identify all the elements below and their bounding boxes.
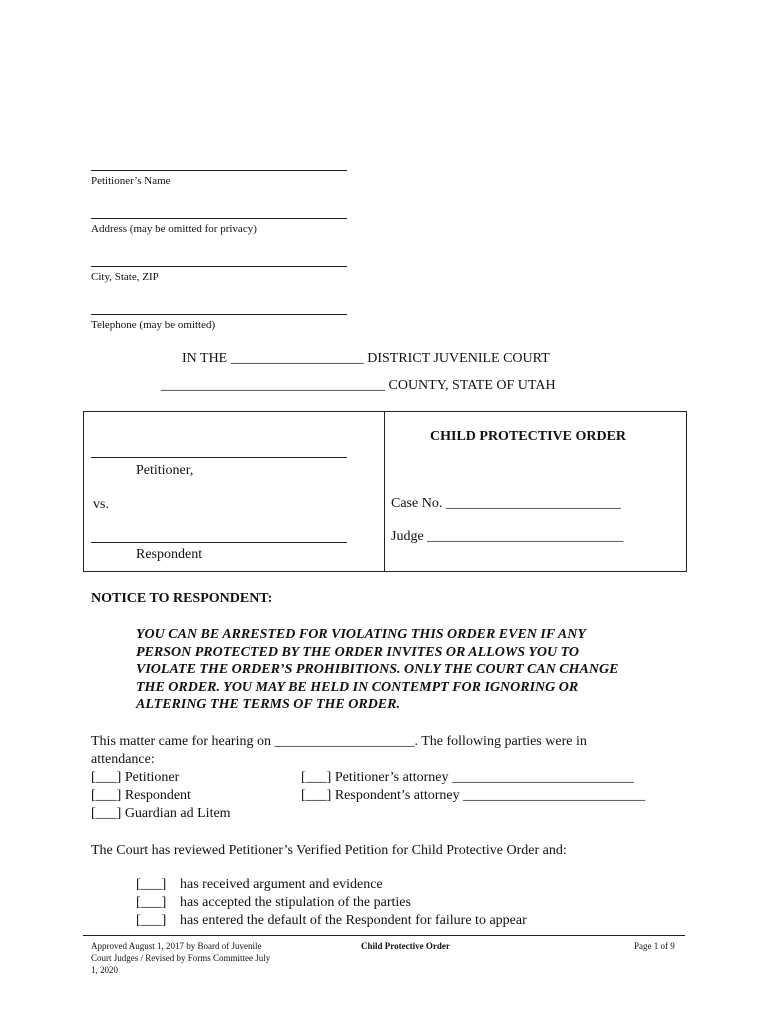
footer-approval-line: Approved August 1, 2017 by Board of Juvenile	[91, 941, 262, 951]
case-number-field[interactable]: Case No. _________________________	[391, 496, 621, 511]
notice-line: ALTERING THE TERMS OF THE ORDER.	[136, 697, 400, 712]
footer-approval-line: Court Judges / Revised by Forms Committee July	[91, 953, 271, 963]
review-item-text: has received argument and evidence	[180, 877, 383, 892]
caption-divider	[384, 411, 385, 571]
petitioner-name-label: Petitioner’s Name	[91, 175, 171, 187]
review-checkbox[interactable]: [___]	[136, 895, 167, 910]
footer-page-number: Page 1 of 9	[634, 941, 675, 951]
city-state-zip-label: City, State, ZIP	[91, 271, 159, 283]
court-line-1	[182, 351, 550, 367]
review-checkbox[interactable]: [___]	[136, 877, 167, 892]
footer-title: Child Protective Order	[361, 941, 450, 951]
order-title: CHILD PROTECTIVE ORDER	[430, 429, 627, 444]
hearing-line-2: attendance:	[91, 752, 155, 767]
notice-line: THE ORDER. YOU MAY BE HELD IN CONTEMPT FOR IGNORING OR	[136, 679, 579, 695]
city-state-zip-line[interactable]	[91, 266, 347, 267]
review-checkbox[interactable]: [___]	[136, 913, 167, 928]
review-item	[136, 912, 527, 930]
judge-field[interactable]: Judge ____________________________	[391, 529, 624, 544]
attendance-respondent[interactable]: [___] Respondent	[91, 788, 191, 803]
notice-line: YOU CAN BE ARRESTED FOR VIOLATING THIS ORDER EVEN IF ANY	[136, 627, 586, 642]
telephone-line[interactable]	[91, 314, 347, 315]
review-item-text: has accepted the stipulation of the parties	[180, 895, 411, 910]
attendance-petitioner-attorney[interactable]: [___] Petitioner’s attorney __________________________	[301, 770, 634, 785]
review-item	[136, 894, 411, 912]
petitioner-name-line[interactable]	[91, 170, 347, 171]
footer-approval-line: 1, 2020	[91, 965, 118, 975]
respondent-name-field[interactable]	[91, 542, 347, 543]
court-county-suffix: COUNTY, STATE OF UTAH	[388, 378, 556, 393]
court-county-blank[interactable]: ________________________________	[161, 378, 385, 393]
attendance-petitioner[interactable]: [___] Petitioner	[91, 770, 180, 785]
court-in-the: IN THE	[182, 351, 228, 366]
respondent-label: Respondent	[136, 547, 203, 562]
notice-line: PERSON PROTECTED BY THE ORDER INVITES OR ALLOWS YOU TO	[136, 644, 580, 660]
notice-line: VIOLATE THE ORDER’S PROHIBITIONS. ONLY THE COURT CAN CHANGE	[136, 662, 619, 677]
review-intro: The Court has reviewed Petitioner’s Verified Petition for Child Protective Order and:	[91, 843, 567, 858]
vs-label: vs.	[93, 497, 109, 512]
attendance-guardian[interactable]: [___] Guardian ad Litem	[91, 806, 231, 821]
notice-text	[136, 626, 676, 714]
petitioner-name-field[interactable]	[91, 457, 347, 458]
telephone-label: Telephone (may be omitted)	[91, 319, 216, 331]
court-district-blank[interactable]: ___________________	[230, 351, 364, 366]
petitioner-label: Petitioner,	[136, 463, 194, 478]
review-item	[136, 876, 383, 894]
footer-rule	[83, 935, 685, 936]
footer-approval	[91, 940, 270, 976]
notice-heading: NOTICE TO RESPONDENT:	[91, 591, 273, 606]
address-line[interactable]	[91, 218, 347, 219]
court-district-suffix: DISTRICT JUVENILE COURT	[367, 351, 550, 366]
review-item-text: has entered the default of the Respondent for failure to appear	[180, 913, 527, 928]
court-line-2	[161, 378, 556, 394]
hearing-line-1[interactable]: This matter came for hearing on ____________________. The following parties were in	[91, 734, 587, 749]
address-label: Address (may be omitted for privacy)	[91, 223, 257, 235]
attendance-respondent-attorney[interactable]: [___] Respondent’s attorney __________________________	[301, 788, 646, 803]
